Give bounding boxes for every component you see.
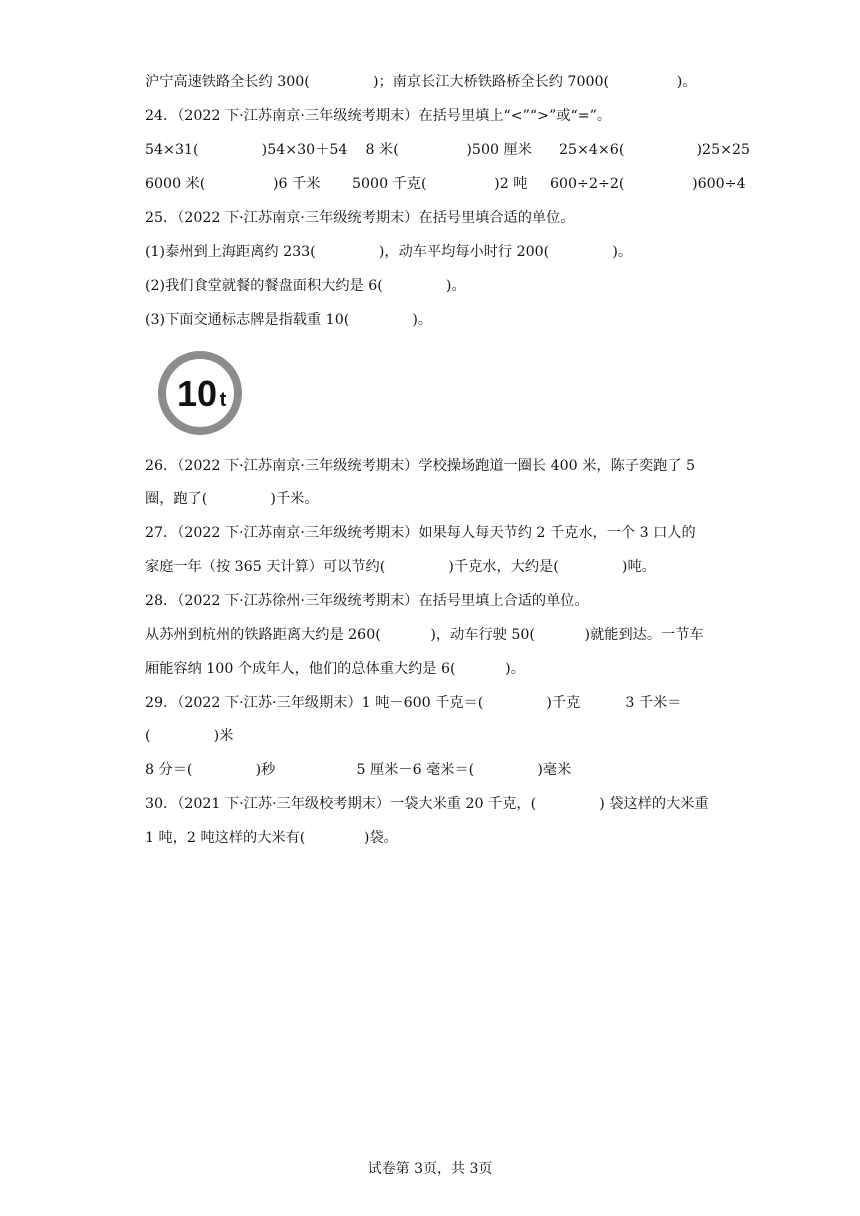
load-limit-sign-icon — [157, 350, 243, 436]
text-line: 54×31( )54×30＋54 8 米( )500 厘米 25×4×6( )25×25 — [145, 142, 751, 158]
question-28-title: 28．（2022 下·江苏徐州·三年级统考期末）在括号里填上合适的单位。 — [145, 593, 589, 609]
question-25-title: 25．（2022 下·江苏南京·三年级统考期末）在括号里填合适的单位。 — [145, 210, 575, 226]
text-line: 圈，跑了( )千米。 — [145, 491, 319, 507]
question-26-title: 26．（2022 下·江苏南京·三年级统考期末）学校操场跑道一圈长 400 米，陈子奕跑了 5 — [145, 458, 696, 474]
question-24-title: 24．（2022 下·江苏南京·三年级统考期末）在括号里填上“<”“>”或“=”。 — [145, 108, 612, 124]
text-line: 1 吨，2 吨这样的大米有( )袋。 — [145, 830, 398, 846]
text-line: (2)我们食堂就餐的餐盘面积大约是 6( )。 — [145, 278, 466, 294]
text-line: 8 分＝( )秒 5 厘米－6 毫米＝( )毫米 — [145, 762, 572, 778]
text-line: (3)下面交通标志牌是指载重 10( )。 — [145, 312, 433, 328]
question-29-title: 29．（2022 下·江苏·三年级期末）1 吨－600 千克＝( )千克 3 千米＝ — [145, 695, 682, 711]
text-line: (1)泰州到上海距离约 233( )，动车平均每小时行 200( )。 — [145, 244, 633, 260]
text-line: 从苏州到杭州的铁路距离大约是 260( )，动车行驶 50( )就能到达。一节车 — [145, 627, 704, 643]
page-footer: 试卷第 3页，共 3页 — [367, 1161, 493, 1177]
text-line: 家庭一年（按 365 天计算）可以节约( )千克水，大约是( )吨。 — [145, 559, 656, 575]
text-line: ( )米 — [145, 728, 234, 744]
question-27-title: 27．（2022 下·江苏南京·三年级统考期末）如果每人每天节约 2 千克水，一个 3 口人的 — [145, 525, 696, 541]
text-line: 厢能容纳 100 个成年人，他们的总体重大约是 6( )。 — [145, 661, 525, 677]
sign-unit: t — [219, 389, 227, 411]
sign-number: 10 — [176, 373, 218, 414]
text-line: 6000 米( )6 千米 5000 千克( )2 吨 600÷2÷2( )600÷4 — [145, 176, 746, 192]
question-30-title: 30．（2021 下·江苏·三年级校考期末）一袋大米重 20 千克，( ) 袋这样的大米重 — [145, 796, 709, 812]
text-line: 沪宁高速铁路全长约 300( )；南京长江大桥铁路桥全长约 7000( )。 — [145, 74, 697, 90]
